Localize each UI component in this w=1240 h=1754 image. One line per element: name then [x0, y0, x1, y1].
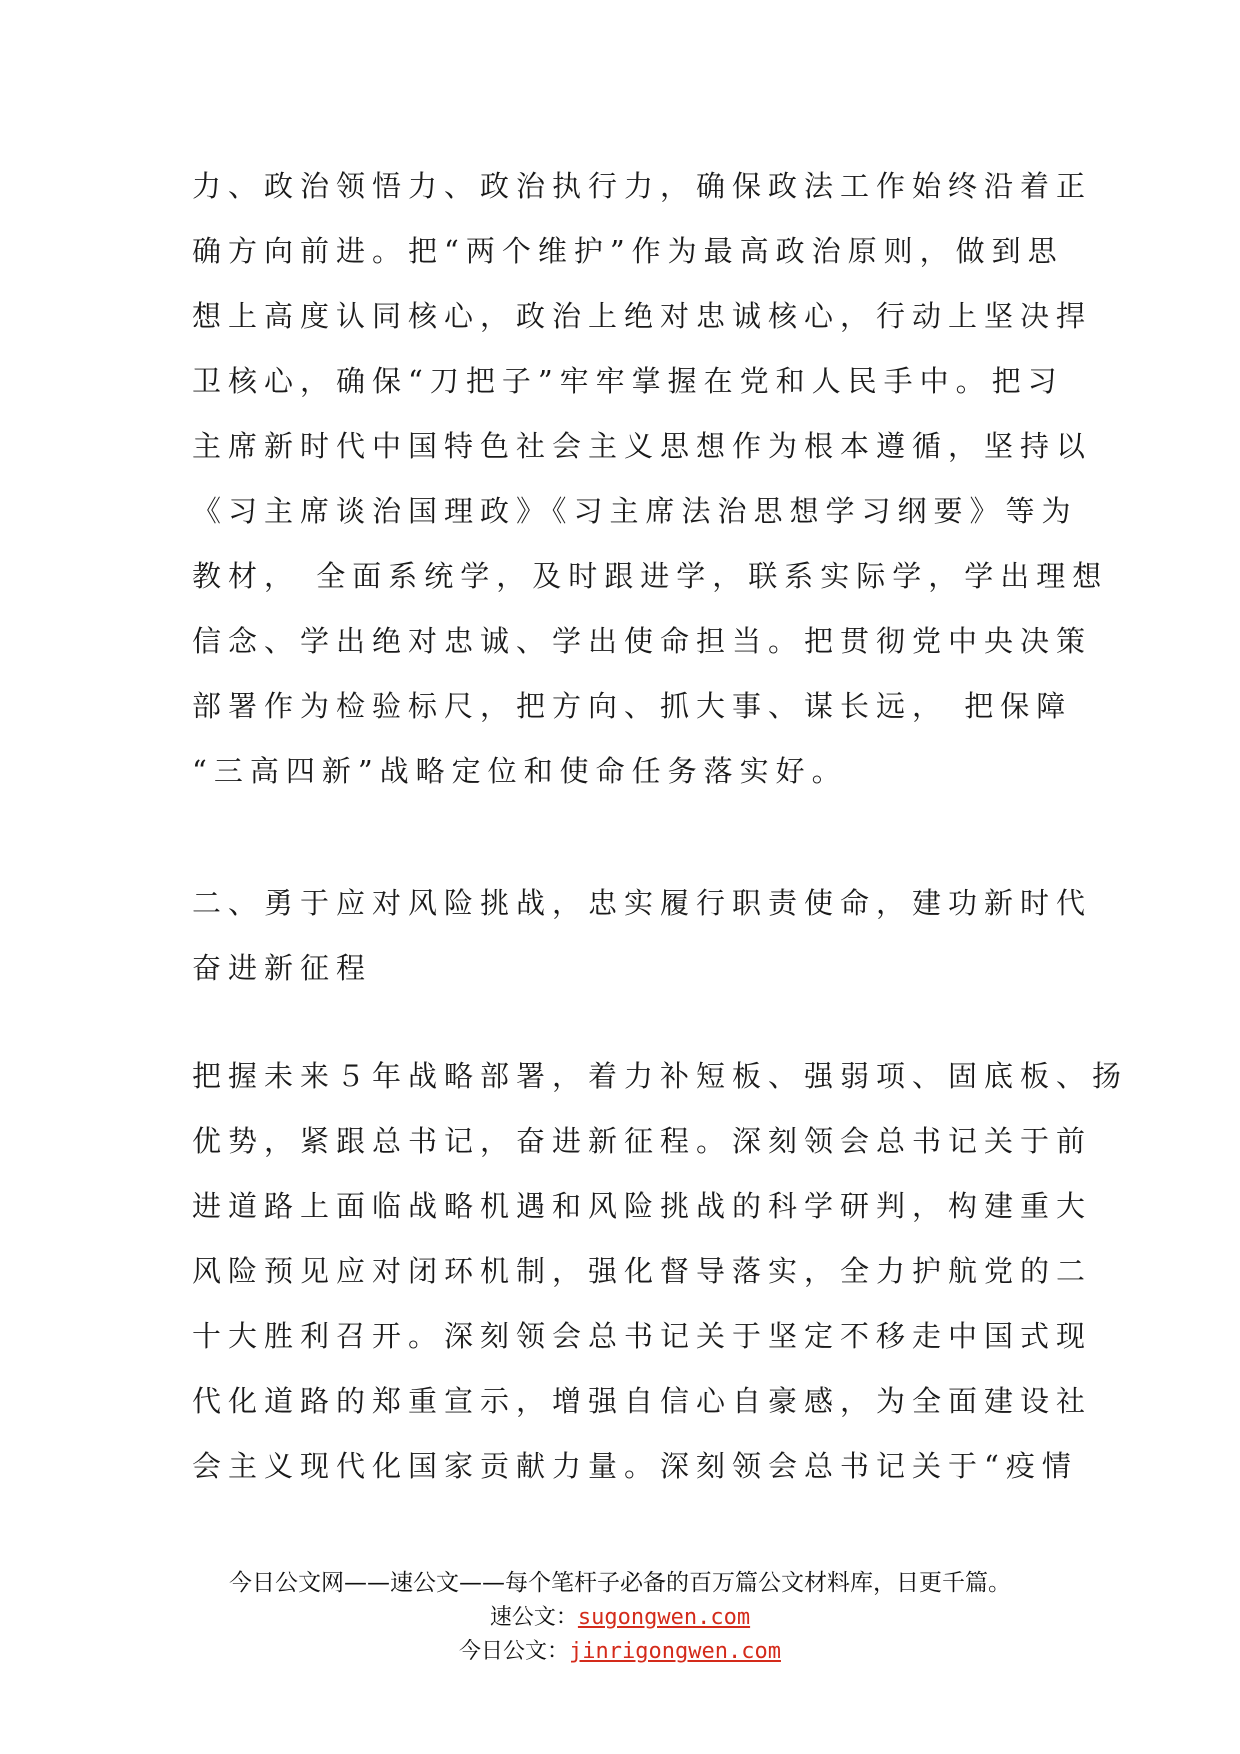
- footer-site-label: 速公文：: [489, 1605, 578, 1630]
- paragraph-line: 代化道路的郑重宣示，增强自信心自豪感，为全面建设社: [192, 1384, 1093, 1418]
- paragraph-line: 主席新时代中国特色社会主义思想作为根本遵循，坚持以: [192, 429, 1093, 463]
- paragraph-2: [192, 1044, 1129, 1499]
- paragraph-line: 优势，紧跟总书记，奋进新征程。深刻领会总书记关于前: [192, 1124, 1093, 1158]
- paragraph-line: 十大胜利召开。深刻领会总书记关于坚定不移走中国式现: [192, 1319, 1093, 1353]
- paragraph-line: 风险预见应对闭环机制，强化督导落实，全力护航党的二: [192, 1254, 1093, 1288]
- section-heading-2: [192, 871, 1093, 1001]
- sugongwen-link[interactable]: sugongwen.com: [577, 1605, 751, 1630]
- paragraph-line: 想上高度认同核心，政治上绝对忠诚核心，行动上坚决捍: [192, 299, 1093, 333]
- paragraph-line: 信念、学出绝对忠诚、学出使命担当。把贯彻党中央决策: [192, 624, 1093, 658]
- paragraph-line: 进道路上面临战略机遇和风险挑战的科学研判，构建重大: [192, 1189, 1093, 1223]
- paragraph-line: 卫核心，确保“刀把子”牢牢掌握在党和人民手中。把习: [192, 364, 1064, 398]
- paragraph-line: 把握未来５年战略部署，着力补短板、强弱项、固底板、扬: [192, 1059, 1129, 1093]
- paragraph-line: 《习主席谈治国理政》《习主席法治思想学习纲要》等为: [192, 494, 1078, 528]
- heading-line: 奋进新征程: [192, 951, 373, 985]
- paragraph-line: 力、政治领悟力、政治执行力，确保政法工作始终沿着正: [192, 169, 1093, 203]
- paragraph-line: 确方向前进。把“两个维护”作为最高政治原则，做到思: [192, 234, 1064, 268]
- footer-site-jinrigongwen: [0, 1637, 1240, 1667]
- footer-site-label: 今日公文：: [459, 1639, 570, 1664]
- paragraph-line: 教材， 全面系统学，及时跟进学，联系实际学，学出理想: [192, 559, 1109, 593]
- paragraph-line: “三高四新”战略定位和使命任务落实好。: [192, 754, 848, 788]
- paragraph-line: 会主义现代化国家贡献力量。深刻领会总书记关于“疫情: [192, 1449, 1078, 1483]
- footer-site-sugongwen: [0, 1603, 1240, 1633]
- heading-line: 二、勇于应对风险挑战，忠实履行职责使命，建功新时代: [192, 886, 1093, 920]
- paragraph-line: 部署作为检验标尺，把方向、抓大事、谋长远， 把保障: [192, 689, 1073, 723]
- paragraph-1: [192, 154, 1109, 804]
- jinrigongwen-link[interactable]: jinrigongwen.com: [569, 1639, 781, 1664]
- footer-tagline: 今日公文网——速公文——每个笔杆子必备的百万篇公文材料库，日更千篇。: [229, 1570, 1011, 1596]
